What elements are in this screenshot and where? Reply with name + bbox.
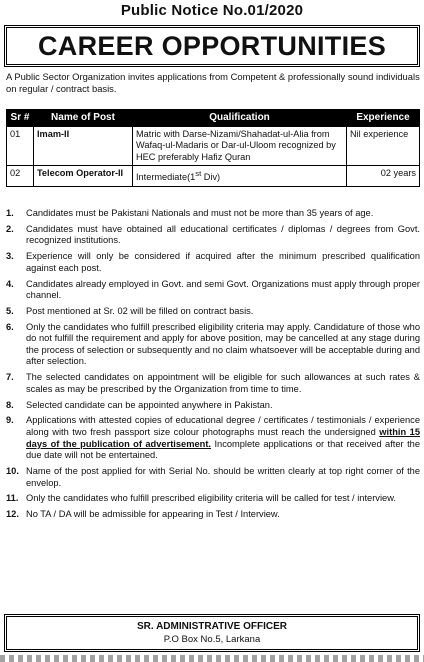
table-header-row [7,110,420,127]
row-experience: 02 years [347,166,420,187]
item-text: Only the candidates who fulfill prescribed eligibility criteria may apply. Candidature of those who do not fulfill the requirement and apply for above position, may be cancelled at any stage during the process of selection or subsequently and no claim whatsoever will be acceptable during and after selection. [26,321,420,367]
item-text-part: Incomplete applications or that received after the due date will not be entertained. [26,438,420,461]
list-item [6,224,420,247]
signature-block [4,614,420,652]
row-experience: Nil experience [347,126,420,166]
list-item [6,415,420,461]
header-post-name: Name of Post [34,110,133,127]
row-post-name: Telecom Operator-II [34,166,133,187]
deadline-emphasis: within 15 days of the publication of advertisement. [26,427,420,449]
item-text: Candidates must be Pakistani Nationals and must not be more than 35 years of age. [26,208,374,218]
item-number: 8. [6,399,14,410]
qualification-text-end: Div) [201,172,221,183]
list-item [6,493,420,505]
item-number: 11. [6,493,19,504]
item-number: 6. [6,321,14,332]
item-text-part: Applications with attested copies of educational degree / certificates / testimonials / experience along with two fresh passport size colour photographs must reach the undersigned [26,415,420,437]
list-item [6,509,420,521]
header-experience: Experience [347,110,420,127]
item-number: 7. [6,372,14,383]
list-item [6,208,420,220]
office-address: P.O Box No.5, Larkana [163,634,261,645]
conditions-list [6,208,420,525]
item-number: 3. [6,251,14,262]
list-item [6,306,420,318]
list-item [6,322,420,368]
item-text: Post mentioned at Sr. 02 will be filled on contract basis. [26,305,254,316]
list-item [6,372,420,395]
item-number: 4. [6,278,14,289]
row-sr: 01 [7,126,34,166]
row-sr: 02 [7,166,34,187]
item-number: 5. [6,305,14,316]
banner-text: CAREER OPPORTUNITIES [37,30,387,61]
item-number: 9. [6,415,14,426]
item-text [26,415,420,461]
list-item [6,251,420,274]
item-text: Only the candidates who fulfill prescribed eligibility criteria will be called for test / interview. [26,493,396,504]
item-number: 10. [6,465,19,476]
career-opportunities-banner [4,25,420,67]
list-item [6,466,420,489]
intro-paragraph: A Public Sector Organization invites applications from Competent & professionally sound individuals on regular / contract basis. [6,71,420,94]
item-text: Name of the post applied for with Serial No. should be written clearly at top right corner of the envelop. [26,465,420,488]
list-item [6,400,420,412]
office-title: SR. ADMINISTRATIVE OFFICER [137,621,287,632]
item-number: 1. [6,208,14,218]
cut-text-line [0,655,424,662]
table-row [7,126,420,166]
item-number: 12. [6,509,19,520]
list-item [6,279,420,302]
row-qualification [133,166,347,187]
item-text: The selected candidates on appointment will be eligible for such allowances at such rates & scales as may be prescribed by the Organization from time to time. [26,372,420,394]
posts-table [6,109,420,187]
notice-title: Public Notice No.01/2020 [120,2,304,19]
row-post-name: Imam-II [34,126,133,166]
header-sr: Sr # [7,110,34,127]
item-number: 2. [6,223,14,234]
item-text: Candidates already employed in Govt. and semi Govt. Organizations must apply through proper channel. [26,278,420,301]
qualification-text: Intermediate(1 [136,172,196,183]
item-text: Candidates must have obtained all educational certificates / diplomas / degrees from Govt. recognized institutions. [26,223,420,246]
item-text: No TA / DA will be admissible for appearing in Test / Interview. [26,509,280,520]
row-qualification: Matric with Darse-Nizami/Shahadat-ul-Alia from Wafaq-ul-Madaris or Dar-ul-Uloom recognized by HEC preferably Hafiz Quran [133,126,347,166]
header-qualification: Qualification [133,110,347,127]
qualification-superscript: st [195,169,202,178]
item-text: Selected candidate can be appointed anywhere in Pakistan. [26,399,273,410]
item-text: Experience will only be considered if acquired after the minimum prescribed qualification against each post. [26,251,420,273]
table-row [7,166,420,187]
